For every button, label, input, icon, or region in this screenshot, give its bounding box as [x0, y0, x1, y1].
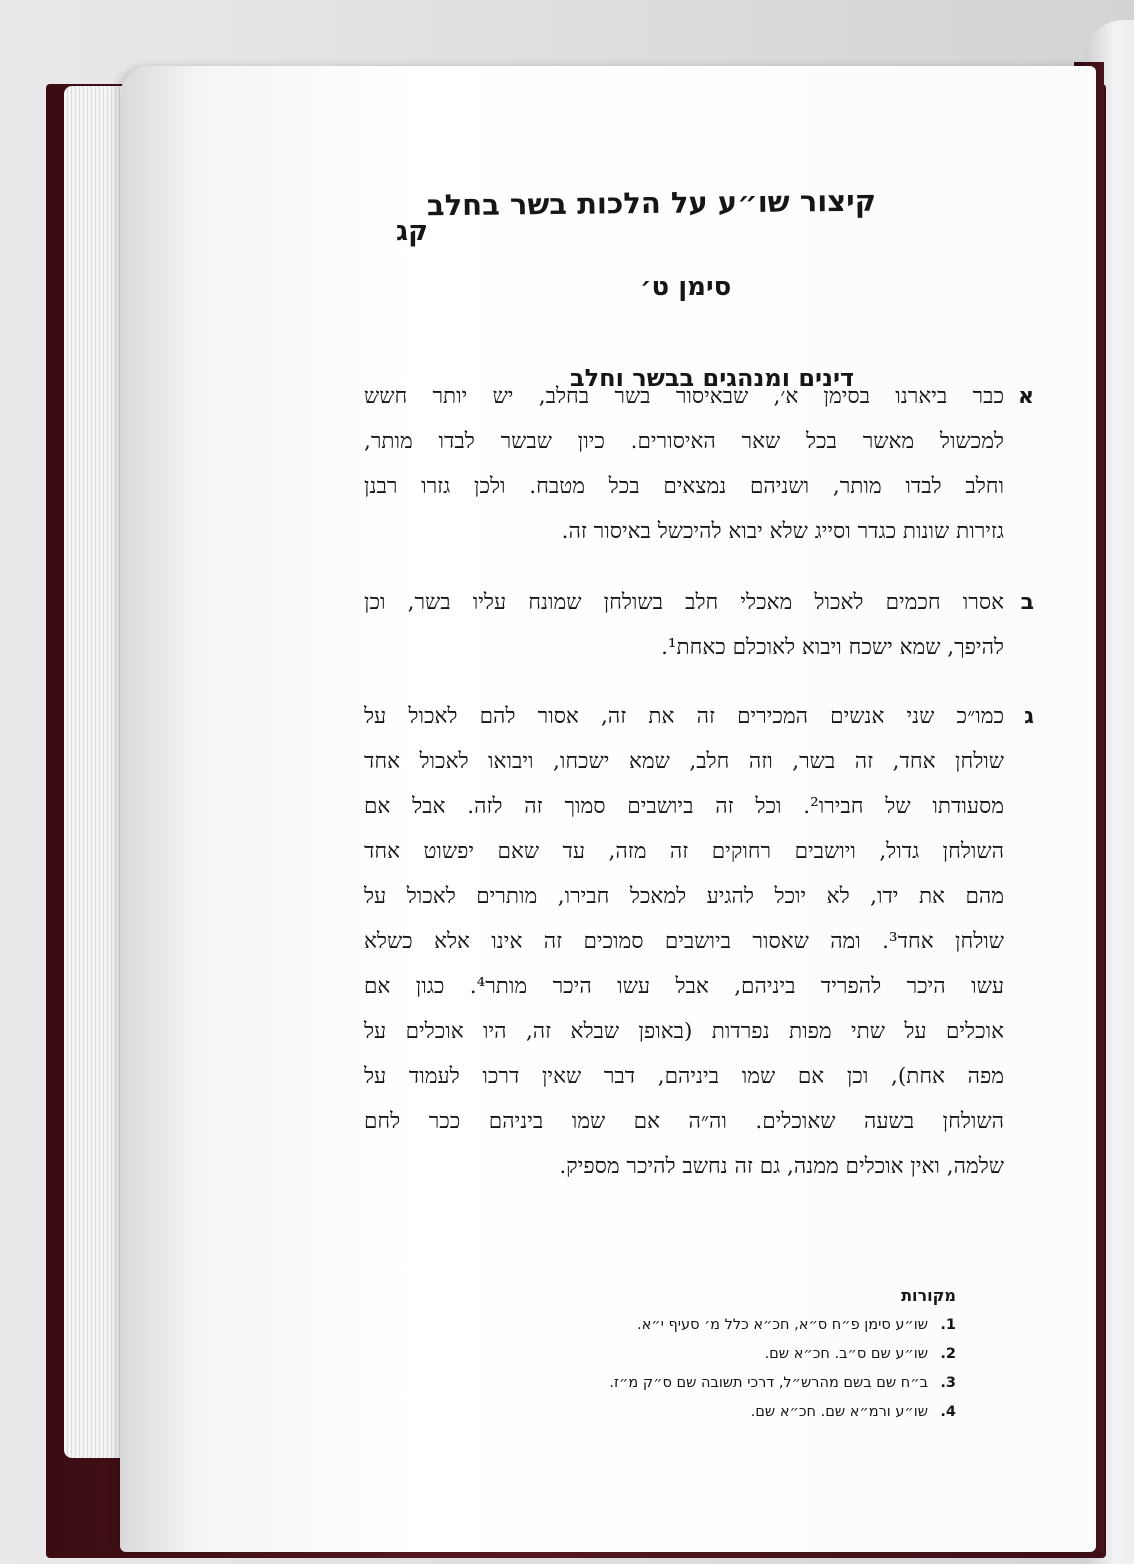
sources-title: מקורות [901, 1286, 956, 1305]
paragraph-line: כמו״כ שני אנשים המכירים זה את זה, אסור להם לאכול על [364, 704, 1004, 729]
paragraph-gimel [364, 694, 1034, 1189]
paragraph-line: מהם את ידו, לא יוכל להגיע למאכל חבירו, מותרים לאכול על [364, 884, 1004, 909]
paragraph-line: שולחן אחד³. ומה שאסור ביושבים סמוכים זה אינו אלא כשלא [364, 929, 1004, 954]
source-text: שו״ע שם ס״ב. חכ״א שם. [764, 1346, 928, 1362]
source-number: 4. [940, 1404, 956, 1420]
paragraph-line: השולחן בשעה שאוכלים. וה״ה אם שמו ביניהם ככר לחם [364, 1109, 1004, 1134]
source-text: שו״ע ורמ״א שם. חכ״א שם. [750, 1404, 928, 1420]
source-item [396, 1311, 956, 1340]
paragraph-line: כבר ביארנו בסימן א׳, שבאיסור בשר בחלב, יש יותר חשש [364, 384, 1004, 409]
paragraph-line: עשו היכר להפריד ביניהם, אבל עשו היכר מותר⁴. כגון אם [364, 974, 1004, 999]
paragraph-line: להיפך, שמא ישכח ויבוא לאוכלם כאחת¹. [661, 635, 1004, 660]
running-title: קיצור שו״ע על הלכות בשר בחלב [426, 183, 877, 223]
paragraph-letter: ב [1020, 590, 1034, 615]
paragraph-line: למכשול מאשר בכל שאר האיסורים. כיון שבשר לבדו מותר, [364, 429, 1004, 454]
source-number: 2. [940, 1346, 956, 1362]
siman-subtitle: דינים ומנהגים בבשר וחלב [570, 364, 855, 392]
source-text: שו״ע סימן פ״ח ס״א, חכ״א כלל מ׳ סעיף י״א. [637, 1317, 928, 1333]
source-item [396, 1340, 956, 1369]
paragraph-line: גזירות שונות כגדר וסייג שלא יבוא להיכשל באיסור זה. [561, 519, 1004, 544]
source-number: 1. [940, 1317, 956, 1333]
paragraph-letter: א [1017, 384, 1034, 409]
source-item [396, 1398, 956, 1427]
paragraph-letter: ג [1024, 704, 1034, 729]
paragraph-alef [364, 374, 1034, 554]
paragraph-line: מסעודתו של חבירו². וכל זה ביושבים סמוך זה לזה. אבל אם [364, 794, 1004, 819]
paragraph-line: מפה אחת), וכן אם שמו ביניהם, דבר שאין דרכו לעמוד על [364, 1064, 1004, 1089]
source-number: 3. [940, 1375, 956, 1391]
sources-section [396, 1286, 956, 1427]
siman-title: סימן ט׳ [640, 272, 732, 302]
book-page [120, 66, 1096, 1552]
paragraph-bet [364, 580, 1034, 670]
paragraph-line: שלמה, ואין אוכלים ממנה, גם זה נחשב להיכר מספיק. [559, 1154, 1004, 1179]
source-text: ב״ח שם בשם מהרש״ל, דרכי תשובה שם ס״ק מ״ז. [609, 1375, 928, 1391]
paragraph-line: אוכלים על שתי מפות נפרדות (באופן שבלא זה, היו אוכלים על [364, 1019, 1004, 1044]
page-number: קג [396, 216, 428, 247]
paragraph-line: אסרו חכמים לאכול מאכלי חלב בשולחן שמונח עליו בשר, וכן [364, 590, 1004, 615]
paragraph-line: וחלב לבדו מותר, ושניהם נמצאים בכל מטבח. ולכן גזרו רבנן [364, 474, 1004, 499]
source-item [396, 1369, 956, 1398]
paragraph-line: השולחן גדול, ויושבים רחוקים זה מזה, עד שאם יפשוט אחד [364, 839, 1004, 864]
paragraph-line: שולחן אחד, זה בשר, וזה חלב, שמא ישכחו, ויבואו לאכול אחד [364, 749, 1004, 774]
